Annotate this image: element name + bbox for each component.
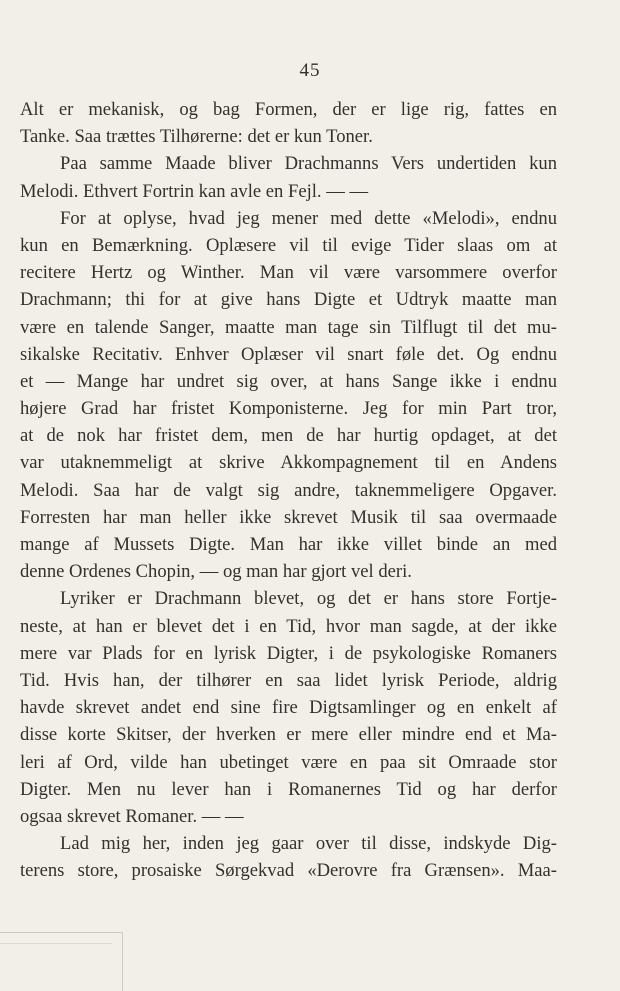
text-line: Alt er mekanisk, og bag Formen, der er lige rig, fattes en — [20, 99, 557, 120]
text-line: være en talende Sanger, maatte man tage sin Tilflugt til det mu- — [20, 316, 557, 338]
text-line: Tid. Hvis han, der tilhører en saa lidet lyrisk Periode, aldrig — [20, 669, 557, 691]
text-line: denne Ordenes Chopin, — og man har gjort vel deri. — [20, 561, 412, 583]
text-line: For at oplyse, hvad jeg mener med dette «Melodi», endnu — [60, 207, 557, 229]
text-line: disse korte Skitser, der hverken er mere eller mindre end et Ma- — [20, 724, 557, 746]
text-line: mere var Plads for en lyrisk Digter, i de psykologiske Romaners — [20, 642, 557, 664]
text-line: kun en Bemærkning. Oplæsere vil til evige Tider slaas om at — [20, 234, 557, 256]
text-line: havde skrevet andet end sine fire Digtsamlinger og en enkelt af — [20, 697, 557, 719]
text-line: et — Mange har undret sig over, at hans Sange ikke i endnu — [20, 370, 557, 392]
text-line: Melodi. Ethvert Fortrin kan avle en Fejl. — — — [20, 180, 369, 202]
text-line: Drachmann; thi for at give hans Digte et Udtryk maatte man — [20, 289, 557, 311]
text-line: Melodi. Saa har de valgt sig andre, taknemmeligere Opgaver. — [20, 479, 557, 501]
text-line: Digter. Men nu lever han i Romanernes Tid og har derfor — [20, 778, 557, 800]
text-line: mange af Mussets Digte. Man har ikke villet binde an med — [20, 534, 557, 555]
text-line: højere Grad har fristet Komponisterne. Jeg for min Part tror, — [20, 398, 557, 420]
text-line: at de nok har fristet dem, men de har hurtig opdaget, at det — [20, 425, 557, 447]
text-line: var utaknemmeligt at skrive Akkompagnement til en Andens — [20, 452, 557, 474]
text-line: ogsaa skrevet Romaner. — — — [20, 805, 244, 827]
text-line: Tanke. Saa trættes Tilhørerne: det er kun Toner. — [20, 126, 373, 148]
text-line: terens store, prosaiske Sørgekvad «Derovre fra Grænsen». Maa- — [20, 860, 557, 882]
body-text — [20, 96, 557, 884]
text-line: recitere Hertz og Winther. Man vil være varsommere overfor — [20, 262, 557, 284]
text-line: Forresten har man heller ikke skrevet Musik til saa overmaade — [20, 506, 557, 528]
text-line: Paa samme Maade bliver Drachmanns Vers undertiden kun — [60, 153, 557, 175]
text-line: sikalske Recitativ. Enhver Oplæser vil snart føle det. Og endnu — [20, 343, 557, 365]
text-line: leri af Ord, vilde han ubetinget være en paa sit Omraade stor — [20, 751, 557, 773]
page-number: 45 — [299, 60, 321, 81]
scan-corner-mark — [0, 932, 123, 991]
text-line: Lyriker er Drachmann blevet, og det er hans store Fortje- — [60, 588, 557, 610]
text-line: Lad mig her, inden jeg gaar over til disse, indskyde Dig- — [60, 833, 557, 855]
text-line: neste, at han er blevet det i en Tid, hvor man sagde, at der ikke — [20, 615, 557, 637]
